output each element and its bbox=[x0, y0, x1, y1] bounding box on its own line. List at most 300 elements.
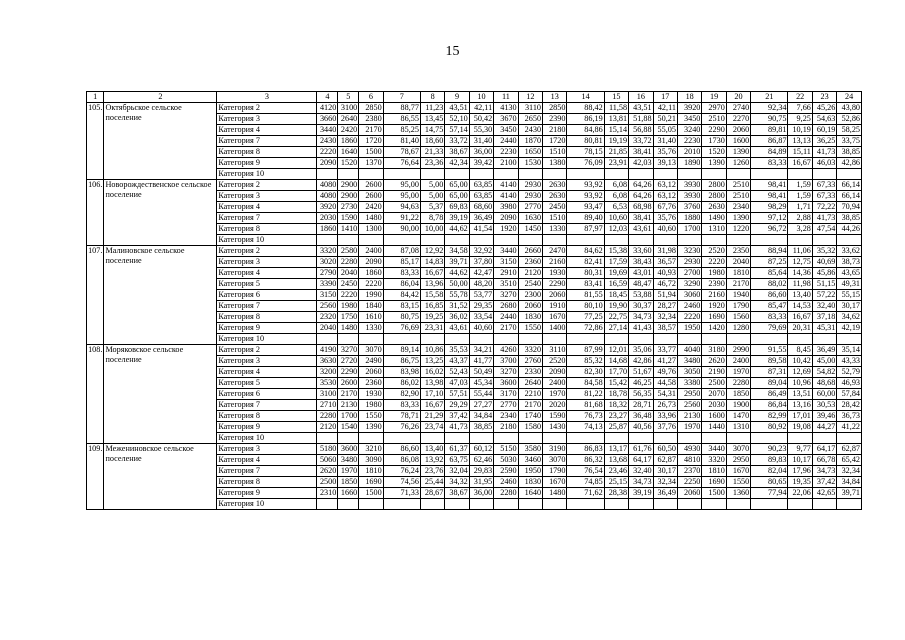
value-cell: 82,04 bbox=[751, 466, 788, 477]
value-cell: 2450 bbox=[338, 279, 359, 290]
value-cell: 11,98 bbox=[788, 279, 812, 290]
value-cell bbox=[338, 433, 359, 444]
value-cell: 36,25 bbox=[812, 136, 836, 147]
value-cell: 1540 bbox=[338, 422, 359, 433]
value-cell: 2160 bbox=[543, 257, 567, 268]
value-cell: 35,14 bbox=[837, 345, 862, 356]
value-cell bbox=[788, 433, 812, 444]
value-cell: 3070 bbox=[359, 345, 383, 356]
value-cell: 47,54 bbox=[812, 224, 836, 235]
value-cell: 1990 bbox=[359, 290, 383, 301]
value-cell: 2090 bbox=[494, 213, 518, 224]
value-cell: 86,19 bbox=[567, 114, 604, 125]
value-cell: 44,62 bbox=[445, 224, 469, 235]
value-cell: 2,88 bbox=[788, 213, 812, 224]
value-cell bbox=[494, 433, 518, 444]
value-cell: 35,32 bbox=[812, 246, 836, 257]
value-cell: 15,58 bbox=[420, 290, 444, 301]
value-cell: 40,93 bbox=[653, 268, 677, 279]
value-cell: 98,41 bbox=[751, 191, 788, 202]
value-cell: 41,73 bbox=[812, 147, 836, 158]
value-cell: 2630 bbox=[543, 180, 567, 191]
value-cell: 76,09 bbox=[567, 158, 604, 169]
category-cell: Категория 3 bbox=[217, 191, 317, 202]
value-cell: 34,73 bbox=[629, 477, 653, 488]
category-cell: Категория 2 bbox=[217, 345, 317, 356]
value-cell: 28,42 bbox=[837, 400, 862, 411]
value-cell: 1980 bbox=[702, 268, 726, 279]
value-cell: 14,68 bbox=[604, 356, 628, 367]
category-cell: Категория 3 bbox=[217, 257, 317, 268]
value-cell: 35,53 bbox=[445, 345, 469, 356]
value-cell: 6,08 bbox=[604, 180, 628, 191]
value-cell bbox=[629, 235, 653, 246]
value-cell: 3440 bbox=[494, 246, 518, 257]
value-cell: 26,73 bbox=[653, 400, 677, 411]
value-cell bbox=[338, 334, 359, 345]
value-cell: 60,19 bbox=[812, 125, 836, 136]
value-cell: 16,67 bbox=[788, 312, 812, 323]
value-cell: 2800 bbox=[702, 191, 726, 202]
category-cell: Категория 9 bbox=[217, 422, 317, 433]
value-cell: 3630 bbox=[317, 356, 338, 367]
value-cell: 4140 bbox=[494, 191, 518, 202]
value-cell: 60,12 bbox=[469, 444, 493, 455]
value-cell bbox=[653, 433, 677, 444]
column-number-cell: 7 bbox=[383, 92, 420, 103]
value-cell: 45,31 bbox=[812, 323, 836, 334]
value-cell: 1690 bbox=[702, 312, 726, 323]
value-cell: 33,72 bbox=[445, 136, 469, 147]
value-cell: 86,04 bbox=[383, 279, 420, 290]
value-cell bbox=[837, 499, 862, 510]
value-cell: 1330 bbox=[543, 224, 567, 235]
value-cell: 42,65 bbox=[812, 488, 836, 499]
value-cell bbox=[726, 334, 750, 345]
value-cell bbox=[677, 235, 701, 246]
value-cell: 2290 bbox=[702, 125, 726, 136]
value-cell: 2230 bbox=[494, 147, 518, 158]
value-cell: 3070 bbox=[543, 455, 567, 466]
value-cell: 80,92 bbox=[751, 422, 788, 433]
value-cell: 52,79 bbox=[837, 367, 862, 378]
value-cell: 1980 bbox=[338, 301, 359, 312]
value-cell: 2130 bbox=[677, 411, 701, 422]
value-cell: 33,62 bbox=[837, 246, 862, 257]
value-cell: 1600 bbox=[702, 411, 726, 422]
value-cell: 74,13 bbox=[567, 422, 604, 433]
value-cell: 1670 bbox=[726, 466, 750, 477]
value-cell: 64,26 bbox=[629, 180, 653, 191]
value-cell bbox=[359, 169, 383, 180]
value-cell: 4080 bbox=[317, 180, 338, 191]
category-cell: Категория 4 bbox=[217, 125, 317, 136]
value-cell: 2120 bbox=[518, 268, 542, 279]
value-cell: 1370 bbox=[359, 158, 383, 169]
page-number: 15 bbox=[445, 44, 460, 59]
value-cell: 12,01 bbox=[604, 345, 628, 356]
value-cell: 4140 bbox=[494, 180, 518, 191]
category-cell: Категория 10 bbox=[217, 499, 317, 510]
value-cell: 43,65 bbox=[837, 268, 862, 279]
value-cell: 77,94 bbox=[751, 488, 788, 499]
value-cell: 3170 bbox=[494, 389, 518, 400]
value-cell: 1260 bbox=[726, 158, 750, 169]
value-cell: 36,49 bbox=[653, 488, 677, 499]
column-number-cell: 11 bbox=[494, 92, 518, 103]
value-cell bbox=[812, 235, 836, 246]
value-cell: 3920 bbox=[317, 202, 338, 213]
category-cell: Категория 8 bbox=[217, 147, 317, 158]
value-cell: 1700 bbox=[338, 411, 359, 422]
value-cell: 10,00 bbox=[420, 224, 444, 235]
value-cell: 81,55 bbox=[567, 290, 604, 301]
value-cell: 11,58 bbox=[604, 103, 628, 114]
value-cell bbox=[420, 169, 444, 180]
value-cell: 2720 bbox=[338, 356, 359, 367]
value-cell: 85,32 bbox=[567, 356, 604, 367]
value-cell: 12,92 bbox=[420, 246, 444, 257]
value-cell: 2440 bbox=[494, 136, 518, 147]
settlement-name: Новорождественское сельское поселение bbox=[104, 180, 217, 246]
value-cell bbox=[653, 235, 677, 246]
value-cell: 10,42 bbox=[788, 356, 812, 367]
value-cell: 2310 bbox=[317, 488, 338, 499]
value-cell: 56,88 bbox=[629, 125, 653, 136]
table-row bbox=[87, 444, 862, 455]
value-cell bbox=[420, 235, 444, 246]
row-number: 108. bbox=[87, 345, 104, 444]
value-cell: 3660 bbox=[317, 114, 338, 125]
column-number-cell: 6 bbox=[359, 92, 383, 103]
value-cell: 2850 bbox=[543, 103, 567, 114]
value-cell: 1880 bbox=[677, 213, 701, 224]
value-cell: 1640 bbox=[518, 488, 542, 499]
value-cell: 1600 bbox=[726, 136, 750, 147]
value-cell: 3460 bbox=[518, 455, 542, 466]
value-cell: 2800 bbox=[702, 180, 726, 191]
value-cell: 43,33 bbox=[837, 356, 862, 367]
column-number-cell: 24 bbox=[837, 92, 862, 103]
value-cell: 2430 bbox=[317, 136, 338, 147]
value-cell bbox=[812, 499, 836, 510]
value-cell: 2560 bbox=[317, 301, 338, 312]
value-cell: 1520 bbox=[702, 147, 726, 158]
settlement-name: Межениновское сельское поселение bbox=[104, 444, 217, 510]
value-cell: 2660 bbox=[518, 246, 542, 257]
value-cell: 3580 bbox=[518, 444, 542, 455]
value-cell: 15,14 bbox=[604, 125, 628, 136]
value-cell: 86,49 bbox=[751, 389, 788, 400]
value-cell bbox=[420, 499, 444, 510]
value-cell: 62,87 bbox=[837, 444, 862, 455]
value-cell: 22,06 bbox=[788, 488, 812, 499]
value-cell bbox=[317, 499, 338, 510]
value-cell: 39,71 bbox=[445, 257, 469, 268]
value-cell: 41,73 bbox=[445, 422, 469, 433]
value-cell: 5180 bbox=[317, 444, 338, 455]
value-cell bbox=[677, 499, 701, 510]
value-cell bbox=[812, 334, 836, 345]
value-cell bbox=[812, 169, 836, 180]
value-cell: 2460 bbox=[494, 477, 518, 488]
value-cell: 56,35 bbox=[629, 389, 653, 400]
value-cell: 23,74 bbox=[420, 422, 444, 433]
value-cell: 55,78 bbox=[445, 290, 469, 301]
value-cell: 2010 bbox=[677, 147, 701, 158]
value-cell: 52,43 bbox=[445, 367, 469, 378]
category-cell: Категория 6 bbox=[217, 389, 317, 400]
value-cell: 39,71 bbox=[837, 488, 862, 499]
value-cell bbox=[788, 235, 812, 246]
value-cell: 5150 bbox=[494, 444, 518, 455]
value-cell: 2950 bbox=[677, 389, 701, 400]
value-cell: 10,17 bbox=[788, 455, 812, 466]
value-cell: 2230 bbox=[677, 136, 701, 147]
value-cell bbox=[543, 499, 567, 510]
value-cell: 64,26 bbox=[629, 191, 653, 202]
value-cell: 41,54 bbox=[469, 224, 493, 235]
value-cell: 2290 bbox=[338, 367, 359, 378]
value-cell: 57,51 bbox=[445, 389, 469, 400]
value-cell bbox=[788, 499, 812, 510]
value-cell: 2170 bbox=[494, 323, 518, 334]
value-cell: 1670 bbox=[543, 312, 567, 323]
value-cell: 1390 bbox=[702, 158, 726, 169]
value-cell: 81,40 bbox=[383, 136, 420, 147]
value-cell: 11,23 bbox=[420, 103, 444, 114]
value-cell: 1810 bbox=[359, 466, 383, 477]
value-cell: 16,67 bbox=[420, 268, 444, 279]
value-cell: 52,10 bbox=[445, 114, 469, 125]
category-cell: Категория 3 bbox=[217, 114, 317, 125]
value-cell: 36,57 bbox=[653, 257, 677, 268]
value-cell: 2630 bbox=[702, 202, 726, 213]
value-cell: 18,45 bbox=[604, 290, 628, 301]
value-cell: 14,36 bbox=[788, 268, 812, 279]
value-cell: 42,11 bbox=[469, 103, 493, 114]
value-cell: 46,93 bbox=[837, 378, 862, 389]
value-cell: 32,92 bbox=[469, 246, 493, 257]
column-number-cell: 9 bbox=[445, 92, 469, 103]
value-cell: 1510 bbox=[543, 147, 567, 158]
value-cell bbox=[702, 169, 726, 180]
value-cell bbox=[420, 433, 444, 444]
value-cell: 8,45 bbox=[788, 345, 812, 356]
row-number: 107. bbox=[87, 246, 104, 345]
value-cell bbox=[677, 433, 701, 444]
value-cell bbox=[751, 499, 788, 510]
value-cell: 46,03 bbox=[812, 158, 836, 169]
value-cell: 53,88 bbox=[629, 290, 653, 301]
value-cell: 33,72 bbox=[629, 136, 653, 147]
value-cell: 86,84 bbox=[751, 400, 788, 411]
value-cell: 55,05 bbox=[653, 125, 677, 136]
value-cell: 68,60 bbox=[469, 202, 493, 213]
value-cell: 55,15 bbox=[837, 290, 862, 301]
value-cell: 16,02 bbox=[420, 367, 444, 378]
category-cell: Категория 9 bbox=[217, 488, 317, 499]
value-cell: 1310 bbox=[702, 224, 726, 235]
value-cell: 52,86 bbox=[837, 114, 862, 125]
value-cell: 2190 bbox=[702, 367, 726, 378]
value-cell bbox=[420, 334, 444, 345]
value-cell: 1390 bbox=[726, 213, 750, 224]
category-cell: Категория 8 bbox=[217, 411, 317, 422]
value-cell: 2970 bbox=[702, 103, 726, 114]
value-cell: 43,51 bbox=[445, 103, 469, 114]
value-cell: 82,41 bbox=[567, 257, 604, 268]
value-cell: 78,67 bbox=[383, 147, 420, 158]
value-cell: 3390 bbox=[317, 279, 338, 290]
value-cell bbox=[383, 499, 420, 510]
value-cell: 89,81 bbox=[751, 125, 788, 136]
category-cell: Категория 7 bbox=[217, 301, 317, 312]
value-cell: 28,71 bbox=[629, 400, 653, 411]
value-cell: 2060 bbox=[543, 290, 567, 301]
value-cell bbox=[317, 433, 338, 444]
value-cell: 57,22 bbox=[812, 290, 836, 301]
value-cell: 2040 bbox=[317, 323, 338, 334]
value-cell: 2340 bbox=[726, 202, 750, 213]
value-cell: 2090 bbox=[317, 158, 338, 169]
table-row bbox=[87, 103, 862, 114]
value-cell bbox=[543, 169, 567, 180]
value-cell: 3320 bbox=[518, 345, 542, 356]
category-cell: Категория 7 bbox=[217, 466, 317, 477]
value-cell: 3700 bbox=[494, 356, 518, 367]
value-cell: 1380 bbox=[543, 158, 567, 169]
value-cell: 3210 bbox=[359, 444, 383, 455]
value-cell: 2060 bbox=[518, 301, 542, 312]
value-cell: 27,27 bbox=[469, 400, 493, 411]
value-cell: 2590 bbox=[494, 466, 518, 477]
value-cell: 2170 bbox=[726, 279, 750, 290]
value-cell: 47,03 bbox=[445, 378, 469, 389]
value-cell: 1390 bbox=[726, 147, 750, 158]
value-cell: 51,88 bbox=[629, 114, 653, 125]
value-cell: 10,60 bbox=[604, 213, 628, 224]
value-cell: 2790 bbox=[317, 268, 338, 279]
value-cell: 34,73 bbox=[629, 312, 653, 323]
value-cell: 1810 bbox=[702, 466, 726, 477]
value-cell bbox=[751, 334, 788, 345]
value-cell: 14,83 bbox=[420, 257, 444, 268]
value-cell: 2640 bbox=[518, 378, 542, 389]
value-cell: 32,04 bbox=[445, 466, 469, 477]
value-cell: 13,98 bbox=[420, 378, 444, 389]
value-cell bbox=[445, 169, 469, 180]
value-cell: 91,22 bbox=[383, 213, 420, 224]
value-cell bbox=[445, 499, 469, 510]
value-cell: 48,68 bbox=[812, 378, 836, 389]
value-cell bbox=[494, 169, 518, 180]
value-cell bbox=[702, 499, 726, 510]
value-cell: 63,12 bbox=[653, 180, 677, 191]
value-cell: 2470 bbox=[543, 246, 567, 257]
value-cell: 72,22 bbox=[812, 202, 836, 213]
value-cell: 2360 bbox=[518, 257, 542, 268]
value-cell: 2250 bbox=[677, 477, 701, 488]
value-cell: 79,69 bbox=[751, 323, 788, 334]
value-cell: 2510 bbox=[726, 191, 750, 202]
value-cell: 17,96 bbox=[788, 466, 812, 477]
value-cell: 14,75 bbox=[420, 125, 444, 136]
value-cell: 42,11 bbox=[653, 103, 677, 114]
value-cell: 86,87 bbox=[751, 136, 788, 147]
value-cell bbox=[338, 235, 359, 246]
value-cell: 39,19 bbox=[629, 488, 653, 499]
value-cell bbox=[567, 169, 604, 180]
value-cell: 51,15 bbox=[812, 279, 836, 290]
value-cell: 2220 bbox=[359, 279, 383, 290]
value-cell: 42,34 bbox=[445, 158, 469, 169]
value-cell: 2030 bbox=[702, 400, 726, 411]
value-cell: 76,54 bbox=[567, 466, 604, 477]
value-cell: 2270 bbox=[726, 114, 750, 125]
value-cell: 37,18 bbox=[812, 312, 836, 323]
value-cell: 86,32 bbox=[567, 455, 604, 466]
value-cell: 42,86 bbox=[837, 158, 862, 169]
value-cell: 2280 bbox=[494, 488, 518, 499]
value-cell: 17,70 bbox=[604, 367, 628, 378]
value-cell: 1220 bbox=[726, 224, 750, 235]
column-number-cell: 21 bbox=[751, 92, 788, 103]
value-cell: 87,97 bbox=[567, 224, 604, 235]
value-cell: 15,11 bbox=[788, 147, 812, 158]
value-cell: 4080 bbox=[317, 191, 338, 202]
value-cell: 15,42 bbox=[604, 378, 628, 389]
column-number-cell: 3 bbox=[217, 92, 317, 103]
value-cell bbox=[359, 334, 383, 345]
value-cell: 61,76 bbox=[629, 444, 653, 455]
value-cell: 13,13 bbox=[788, 136, 812, 147]
value-cell: 81,22 bbox=[567, 389, 604, 400]
value-cell: 1660 bbox=[338, 488, 359, 499]
column-number-cell: 13 bbox=[543, 92, 567, 103]
value-cell bbox=[726, 235, 750, 246]
value-cell: 63,85 bbox=[469, 180, 493, 191]
value-cell bbox=[677, 334, 701, 345]
value-cell: 2710 bbox=[317, 400, 338, 411]
value-cell: 51,94 bbox=[653, 290, 677, 301]
value-cell: 1730 bbox=[702, 136, 726, 147]
value-cell: 89,04 bbox=[751, 378, 788, 389]
value-cell: 43,61 bbox=[629, 224, 653, 235]
value-cell: 3450 bbox=[494, 125, 518, 136]
value-cell: 12,75 bbox=[788, 257, 812, 268]
value-cell bbox=[518, 235, 542, 246]
value-cell: 3150 bbox=[317, 290, 338, 301]
value-cell: 64,17 bbox=[629, 455, 653, 466]
value-cell: 1700 bbox=[677, 224, 701, 235]
value-cell: 80,81 bbox=[567, 136, 604, 147]
value-cell: 1360 bbox=[726, 488, 750, 499]
value-cell: 87,99 bbox=[567, 345, 604, 356]
value-cell: 2900 bbox=[338, 191, 359, 202]
value-cell: 3530 bbox=[317, 378, 338, 389]
value-cell: 2930 bbox=[518, 180, 542, 191]
value-cell: 93,47 bbox=[567, 202, 604, 213]
value-cell: 4130 bbox=[494, 103, 518, 114]
value-cell: 32,34 bbox=[837, 466, 862, 477]
value-cell: 1500 bbox=[359, 147, 383, 158]
value-cell: 55,30 bbox=[469, 125, 493, 136]
column-number-cell: 18 bbox=[677, 92, 701, 103]
value-cell: 28,27 bbox=[653, 301, 677, 312]
value-cell: 80,65 bbox=[751, 477, 788, 488]
value-cell: 77,25 bbox=[567, 312, 604, 323]
